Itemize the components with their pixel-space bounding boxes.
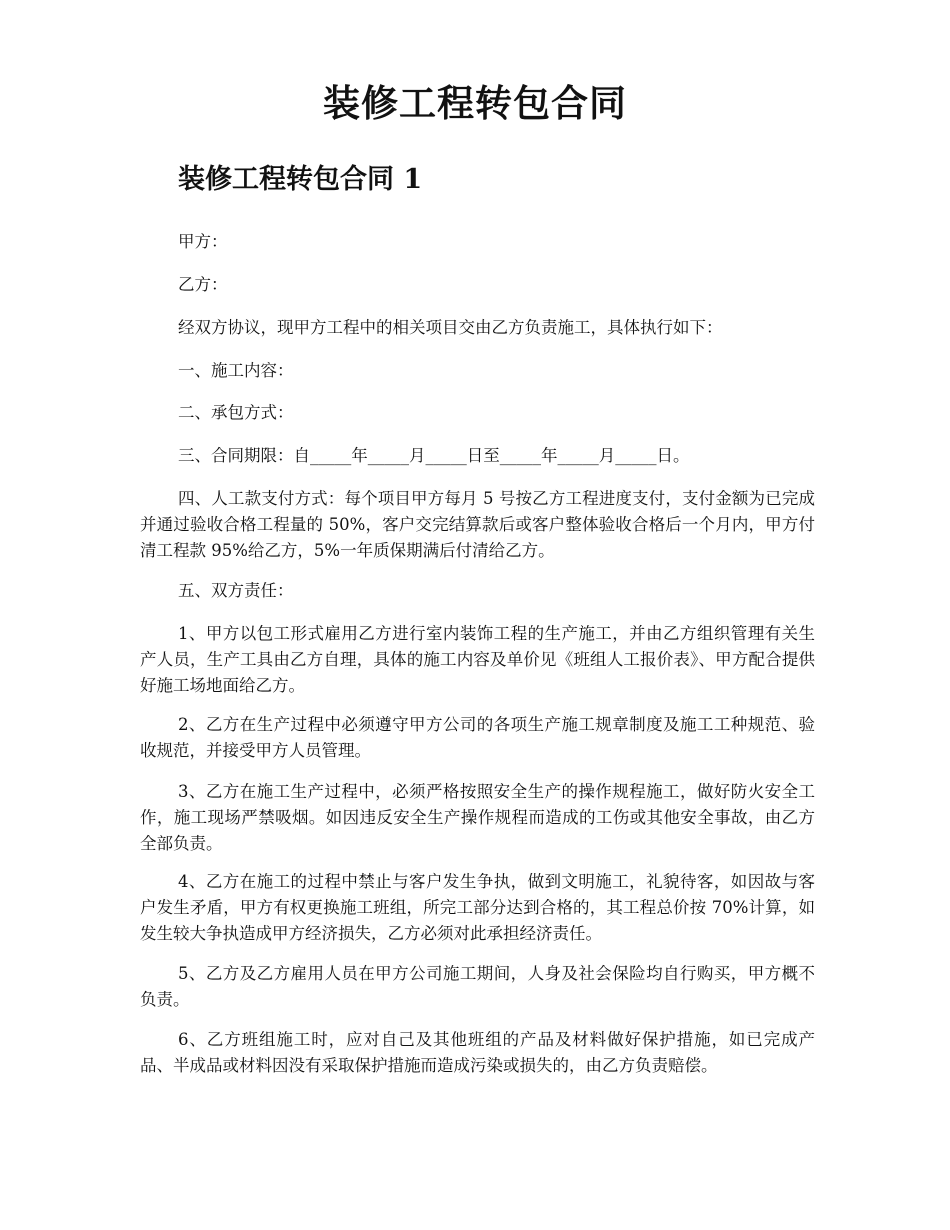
responsibility-item-1: 1、甲方以包工形式雇用乙方进行室内装饰工程的生产施工，并由乙方组织管理有关生产人员，生产工具由乙方自理，具体的施工内容及单价见《班组人工报价表》、甲方配合提供好施工场地面给乙方。 (140, 624, 815, 695)
clause-construction-content: 一、施工内容： (178, 361, 294, 380)
responsibility-item-4: 4、乙方在施工的过程中禁止与客户发生争执，做到文明施工，礼貌待客，如因故与客户发生矛盾，甲方有权更换施工班组，所完工部分达到合格的，其工程总价按 70%计算，如发生较大争执造成甲方经济损失，乙方必须对此承担经济责任。 (140, 872, 815, 943)
responsibility-item-5: 5、乙方及乙方雇用人员在甲方公司施工期间，人身及社会保险均自行购买，甲方概不负责。 (140, 964, 815, 1009)
responsibility-item-2: 2、乙方在生产过程中必须遵守甲方公司的各项生产施工规章制度及施工工种规范、验收规范，并接受甲方人员管理。 (140, 715, 815, 760)
section-title: 装修工程转包合同 1 (178, 164, 423, 195)
clause-contract-period: 三、合同期限：自_____年_____月_____日至_____年_____月_____日。 (178, 446, 690, 465)
party-b-line: 乙方： (178, 275, 228, 294)
clause-responsibilities: 五、双方责任： (178, 581, 294, 600)
party-a-line: 甲方： (178, 232, 228, 251)
document-title: 装修工程转包合同 (323, 81, 627, 125)
clause-payment-method: 四、人工款支付方式：每个项目甲方每月 5 号按乙方工程进度支付，支付金额为已完成并通过验收合格工程量的 50%，客户交完结算款后或客户整体验收合格后一个月内，甲方付清工程款 95%给乙方，5%一年质保期满后付清给乙方。 (140, 489, 815, 560)
clause-contract-method: 二、承包方式： (178, 403, 294, 422)
responsibility-item-3: 3、乙方在施工生产过程中，必须严格按照安全生产的操作规程施工，做好防火安全工作，施工现场严禁吸烟。如因违反安全生产操作规程而造成的工伤或其他安全事故，由乙方全部负责。 (140, 782, 815, 853)
responsibility-item-6: 6、乙方班组施工时，应对自己及其他班组的产品及材料做好保护措施，如已完成产品、半成品或材料因没有采取保护措施而造成污染或损失的，由乙方负责赔偿。 (140, 1030, 815, 1075)
intro-paragraph: 经双方协议，现甲方工程中的相关项目交由乙方负责施工，具体执行如下： (178, 318, 723, 337)
